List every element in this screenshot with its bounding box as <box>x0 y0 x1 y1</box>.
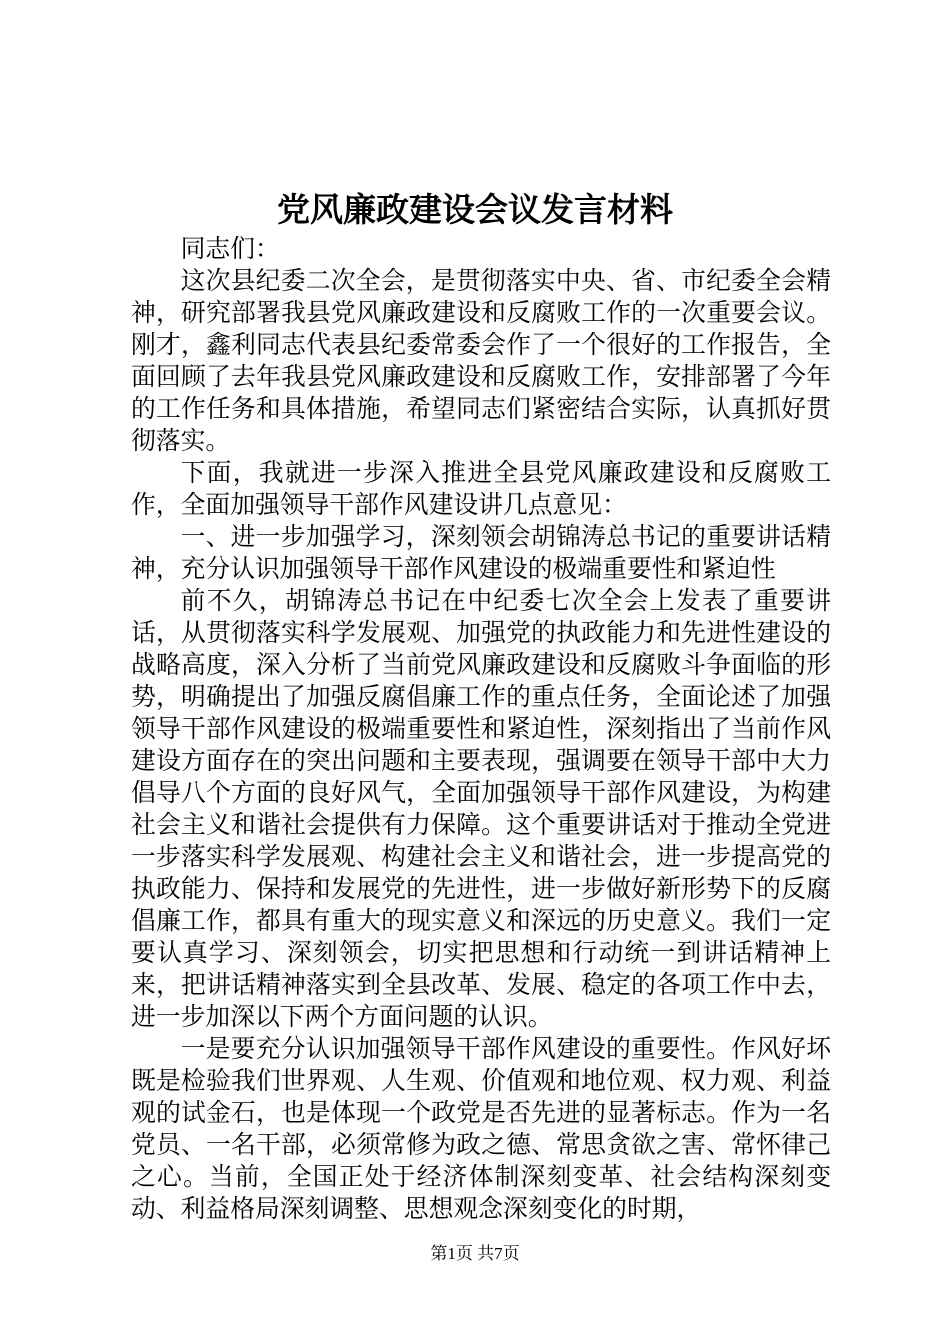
body-paragraph: 前不久，胡锦涛总书记在中纪委七次全会上发表了重要讲话，从贯彻落实科学发展观、加强党的执政能力和先进性建设的战略高度，深入分析了当前党风廉政建设和反腐败斗争面临的形势，明确提出了加强反腐倡廉工作的重点任务，全面论述了加强领导干部作风建设的极端重要性和紧迫性，深刻指出了当前作风建设方面存在的突出问题和主要表现，强调要在领导干部中大力倡导八个方面的良好风气，全面加强领导干部作风建设，为构建社会主义和谐社会提供有力保障。这个重要讲话对于推动全党进一步落实科学发展观、构建社会主义和谐社会，进一步提高党的执政能力、保持和发展党的先进性，进一步做好新形势下的反腐倡廉工作，都具有重大的现实意义和深远的历史意义。我们一定要认真学习、深刻领会，切实把思想和行动统一到讲话精神上来，把讲话精神落实到全县改革、发展、稳定的各项工作中去，进一步加深以下两个方面问题的认识。 <box>131 586 831 1031</box>
page-footer: 第1页 共7页 <box>430 1244 520 1263</box>
body-paragraph: 一是要充分认识加强领导干部作风建设的重要性。作风好坏既是检验我们世界观、人生观、价值观和地位观、权力观、利益观的试金石，也是体现一个政党是否先进的显著标志。作为一名党员、一名干部，必须常修为政之德、常思贪欲之害、常怀律己之心。当前，全国正处于经济体制深刻变革、社会结构深刻变动、利益格局深刻调整、思想观念深刻变化的时期， <box>131 1034 831 1223</box>
section-heading-paragraph: 一、进一步加强学习，深刻领会胡锦涛总书记的重要讲话精神，充分认识加强领导干部作风建设的极端重要性和紧迫性 <box>131 522 831 583</box>
document-title: 党风廉政建设会议发言材料 <box>277 190 673 229</box>
salutation-paragraph: 同志们： <box>180 234 280 263</box>
document-body <box>131 233 831 1225</box>
body-paragraph: 这次县纪委二次全会，是贯彻落实中央、省、市纪委全会精神，研究部署我县党风廉政建设和反腐败工作的一次重要会议。刚才，鑫利同志代表县纪委常委会作了一个很好的工作报告，全面回顾了去年我县党风廉政建设和反腐败工作，安排部署了今年的工作任务和具体措施，希望同志们紧密结合实际，认真抓好贯彻落实。 <box>131 266 831 455</box>
body-paragraph: 下面，我就进一步深入推进全县党风廉政建设和反腐败工作，全面加强领导干部作风建设讲几点意见： <box>131 458 831 519</box>
